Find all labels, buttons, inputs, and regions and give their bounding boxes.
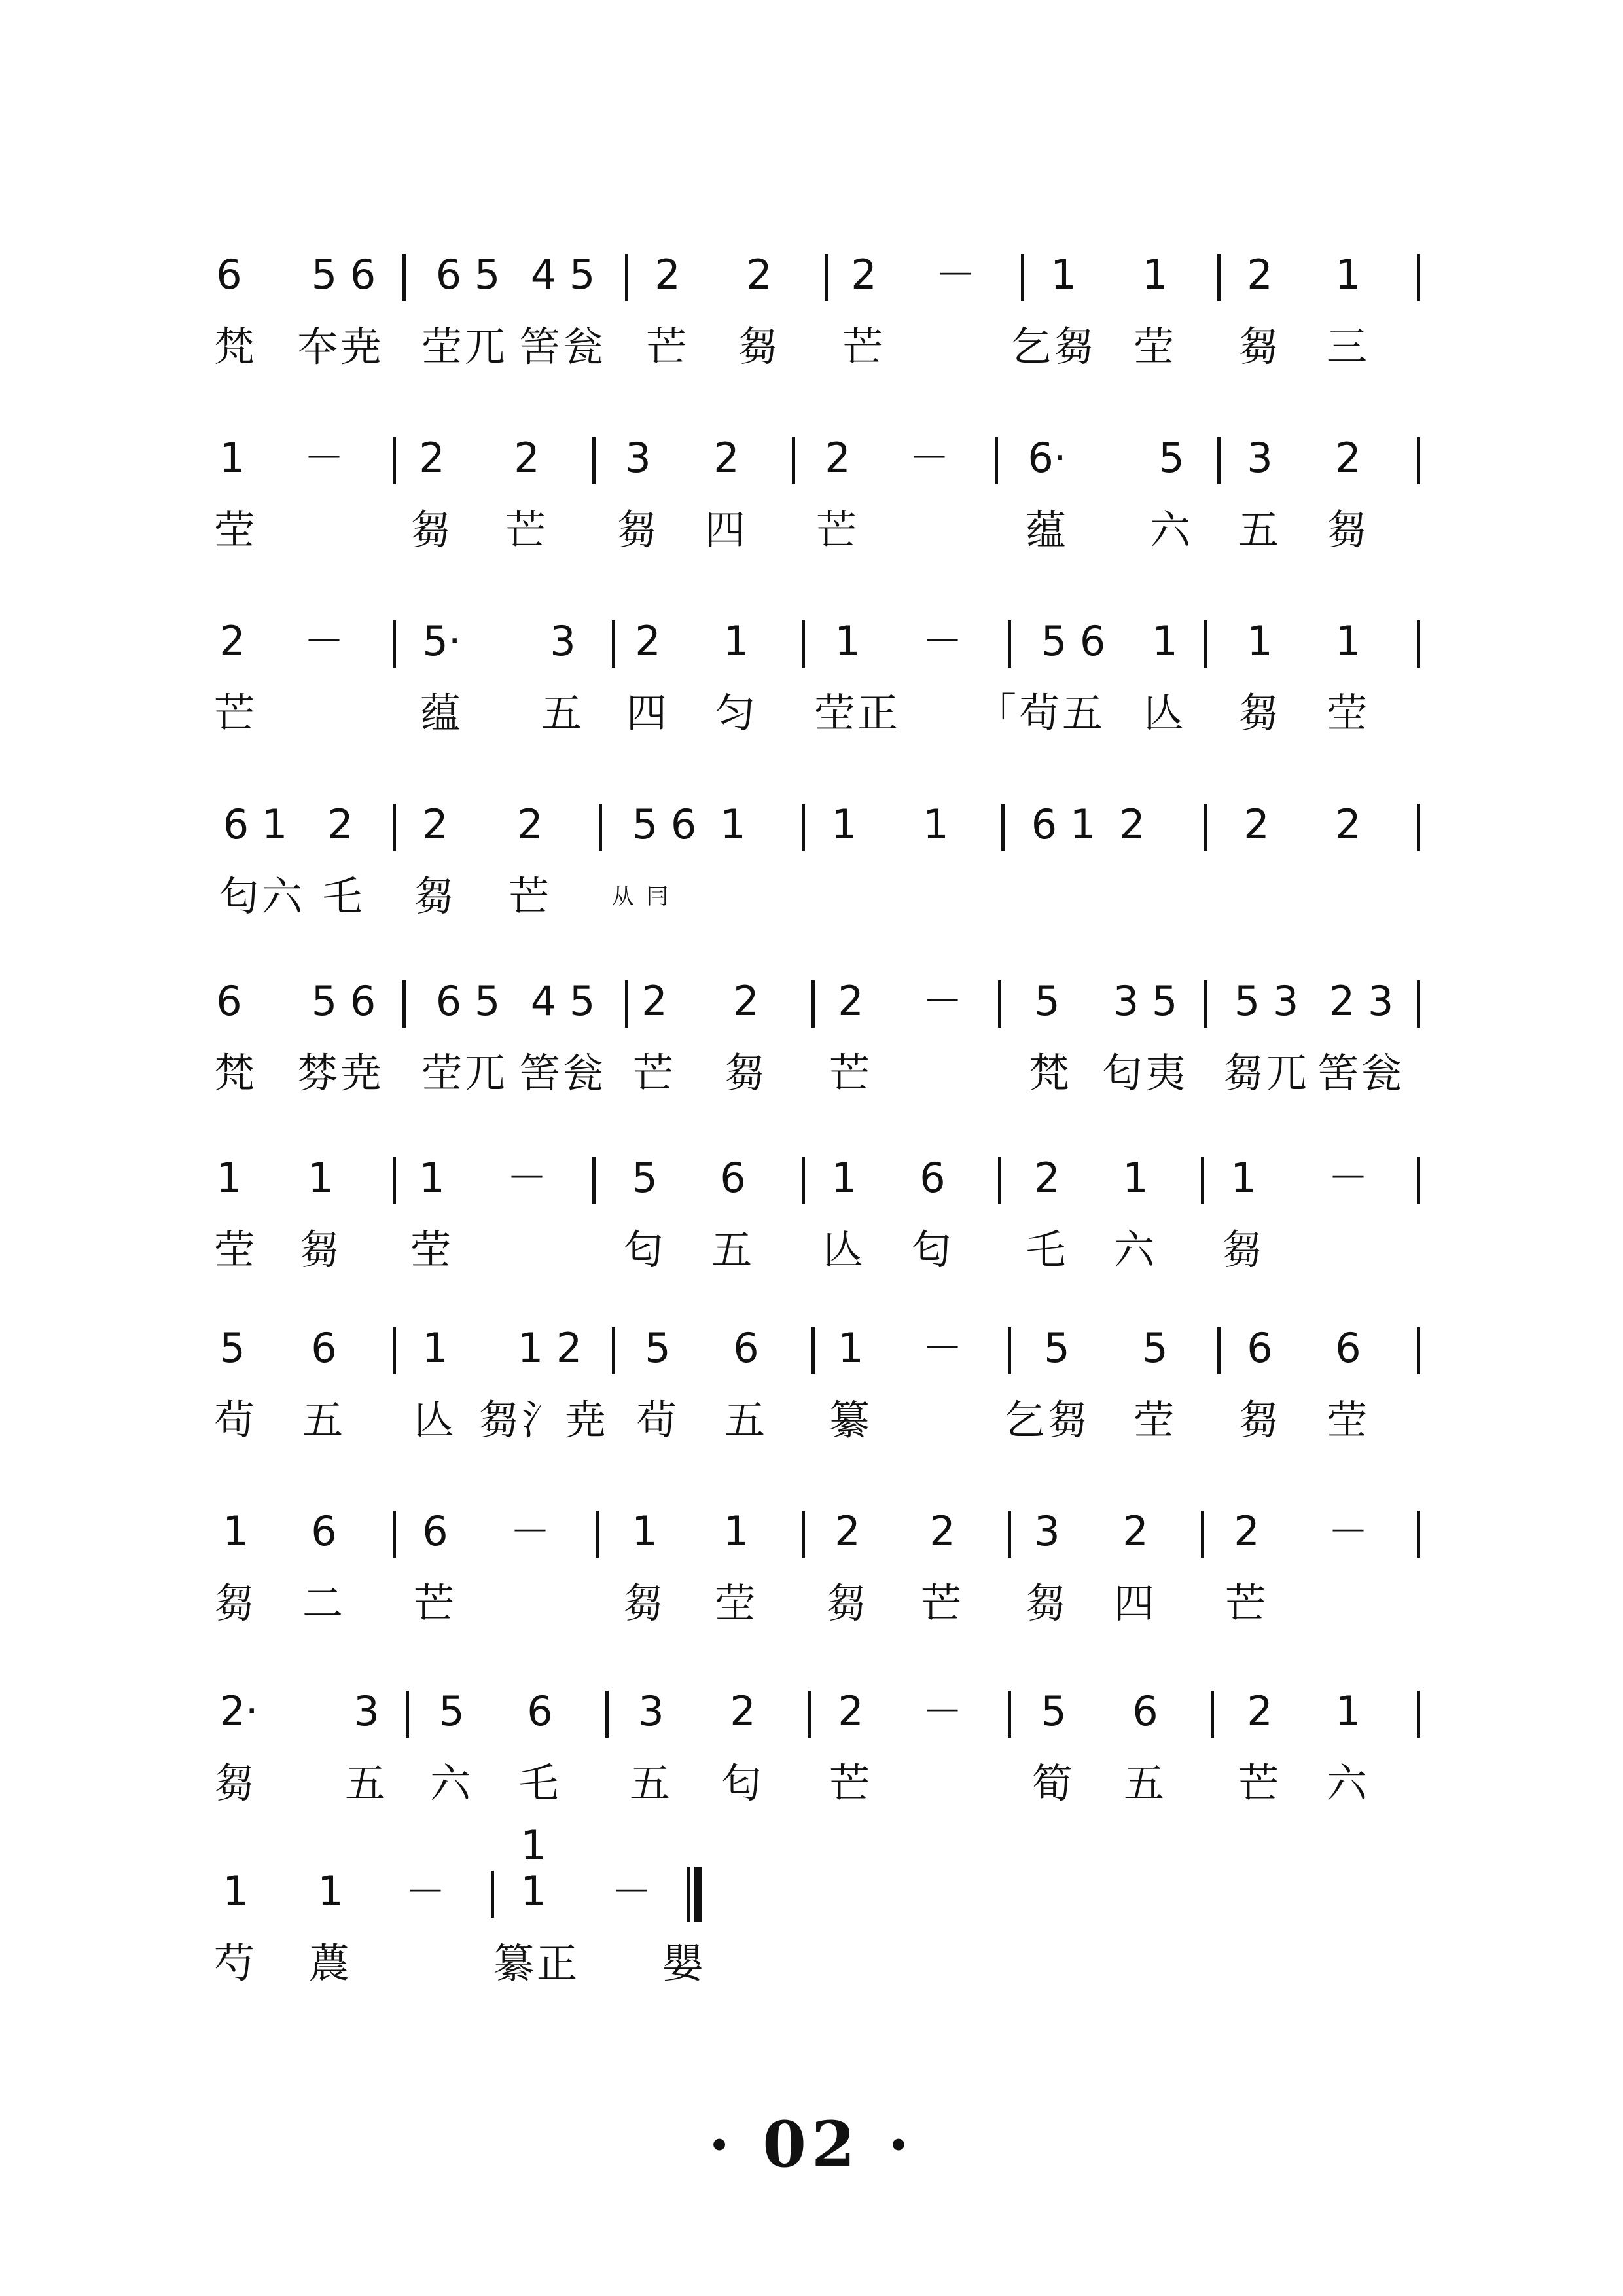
lyric-syllable: 芒 [829, 1049, 873, 1097]
lyric-syllable: 芻 [1221, 1226, 1266, 1274]
lyrics-line [0, 497, 1623, 563]
bar-line [1417, 620, 1420, 668]
notes-line [0, 962, 1623, 1041]
lyric-syllable: 梵 [1028, 1049, 1073, 1097]
lyric-syllable: 茔兀 [421, 323, 508, 370]
lyric-syllable: 五 [1238, 506, 1282, 554]
note: 1 [838, 1324, 864, 1372]
page-number: · 02 · [708, 2108, 915, 2181]
lyric-syllable: 芒 [505, 506, 549, 554]
note: 6 [733, 1324, 759, 1372]
note: 5 [1044, 1324, 1070, 1372]
notes-line [0, 1821, 1623, 1931]
lyric-syllable: 芒 [815, 506, 860, 554]
lyric-syllable: 茔 [1133, 1396, 1177, 1444]
lyric-syllable: 六 [429, 1759, 474, 1807]
lyrics-line [0, 681, 1623, 746]
lyric-syllable: 芻 [1025, 1579, 1069, 1627]
note: 1 [720, 800, 746, 848]
bar-line [998, 980, 1001, 1028]
lyric-syllable: 茔 [213, 506, 258, 554]
bar-line [596, 1511, 599, 1558]
lyric-syllable: 芻 [825, 1579, 870, 1627]
lyric-syllable: 芻兀 [1222, 1049, 1310, 1097]
bar-line [812, 980, 815, 1028]
bar-line [1204, 804, 1207, 851]
lyrics-line [0, 1041, 1623, 1106]
note: 1 [1247, 617, 1273, 665]
lyric-syllable: 「茍五 [975, 689, 1106, 737]
lyric-syllable: 匀 [714, 689, 758, 737]
bar-line [1001, 804, 1005, 851]
lyric-syllable: 棼尭 [296, 1049, 384, 1097]
bar-line [1417, 1691, 1420, 1738]
note: 1 [317, 1867, 344, 1915]
note: 5 6 [311, 251, 376, 298]
notes-line [0, 602, 1623, 681]
bar-line [1417, 1327, 1420, 1374]
lyric-syllable: 六 [1113, 1226, 1158, 1274]
lyric-syllable: 茔 [410, 1226, 454, 1274]
lyric-syllable: 乇 [1025, 1226, 1069, 1274]
bar-line [1417, 980, 1420, 1028]
lyric-syllable: 五 [344, 1759, 389, 1807]
note: 1 2 [517, 1324, 582, 1372]
notes-line [0, 1492, 1623, 1571]
bar-line [393, 437, 396, 484]
note: 3 [550, 617, 576, 665]
lyric-syllable: 茔 [213, 1226, 258, 1274]
note: 3 [625, 434, 651, 482]
lyric-syllable: 芻 [413, 872, 457, 920]
note: 2 [1247, 251, 1273, 298]
note: － [1327, 1507, 1369, 1555]
lyric-syllable: 芻 [213, 1759, 258, 1807]
notes-line [0, 1309, 1623, 1388]
lyric-syllable: 芻 [616, 506, 660, 554]
lyric-syllable: 茔兀 [421, 1049, 508, 1097]
lyric-syllable: 乞芻 [1003, 1396, 1091, 1444]
lyric-syllable: 六 [1326, 1759, 1370, 1807]
note: 2 [327, 800, 353, 848]
note: 2 [746, 251, 772, 298]
note: 2 [929, 1507, 955, 1555]
note: 1 [1050, 251, 1077, 298]
lyric-syllable: 芻 [737, 323, 781, 370]
note: 2 [1234, 1507, 1260, 1555]
note: 5 [1041, 1687, 1067, 1735]
lyrics-line [0, 1751, 1623, 1816]
note: 5 6 [1041, 617, 1106, 665]
lyric-syllable: 五 [1123, 1759, 1168, 1807]
note: 2 3 [1329, 977, 1394, 1025]
lyric-syllable: 蕴 [419, 689, 464, 737]
lyric-syllable: 芻 [1326, 506, 1370, 554]
note: － [921, 1687, 963, 1735]
lyric-syllable: 匂夷 [1101, 1049, 1189, 1097]
bar-line [1417, 804, 1420, 851]
note: 5 [438, 1687, 465, 1735]
note: － [921, 977, 963, 1025]
note: 3 [1034, 1507, 1060, 1555]
notes-line [0, 236, 1623, 314]
bar-line [1008, 1327, 1011, 1374]
notes-line [0, 419, 1623, 497]
bar-line [802, 1511, 805, 1558]
note: 2 [838, 977, 864, 1025]
lyrics-line [0, 314, 1623, 380]
bar-line [1201, 1157, 1204, 1204]
note: 2 [1119, 800, 1145, 848]
note: 6 [919, 1154, 946, 1202]
note: 2 [713, 434, 740, 482]
bar-line [812, 1327, 815, 1374]
bar-line [1008, 1691, 1011, 1738]
note: － [404, 1867, 446, 1915]
lyric-syllable: 亾 [413, 1396, 457, 1444]
note: 6 [216, 251, 242, 298]
bar-line [1204, 620, 1207, 668]
bar-line [1021, 254, 1024, 301]
note: 2 [654, 251, 681, 298]
lyric-syllable: 芻 [213, 1579, 258, 1627]
note: 6 1 [1031, 800, 1096, 848]
lyric-syllable: 四 [704, 506, 749, 554]
lyric-syllable: 乞芻 [1010, 323, 1097, 370]
note: 1 [723, 617, 749, 665]
lyric-syllable: 芍 [213, 1939, 258, 1987]
notes-line [0, 785, 1623, 864]
lyric-syllable: 匂 [721, 1759, 765, 1807]
lyric-syllable: 亾 [822, 1226, 866, 1274]
note: 1 [308, 1154, 334, 1202]
note: － [908, 434, 950, 482]
lyric-syllable: 芒 [842, 323, 886, 370]
lyric-syllable: 嬰 [662, 1939, 706, 1987]
lyric-syllable: 茍 [213, 1396, 258, 1444]
note: 2 [1335, 800, 1361, 848]
note: 5 [632, 1154, 658, 1202]
note: 2 [517, 800, 543, 848]
note: 5 [1142, 1324, 1168, 1372]
lyric-syllable: 六 [1149, 506, 1194, 554]
lyric-syllable: 亾 [1143, 689, 1187, 737]
lyric-syllable: 匂 [910, 1226, 955, 1274]
bar-line [998, 1157, 1001, 1204]
note: 2 [1335, 434, 1361, 482]
note: 1 [723, 1507, 749, 1555]
lyrics-line [0, 1571, 1623, 1636]
note: 1 [923, 800, 949, 848]
note: 6 [527, 1687, 553, 1735]
note: 1 [216, 1154, 242, 1202]
note: 2 [733, 977, 759, 1025]
note: 6 [311, 1507, 337, 1555]
note: 2 [1034, 1154, 1060, 1202]
bar-line [995, 437, 998, 484]
bar-line [625, 980, 628, 1028]
note: 2 [641, 977, 668, 1025]
bar-line [1008, 1511, 1011, 1558]
lyric-syllable: 蕽 [308, 1939, 353, 1987]
lyric-syllable: 芻 [622, 1579, 667, 1627]
note: 1 [831, 1154, 857, 1202]
lyric-syllable: 芻 [410, 506, 454, 554]
lyrics-line [0, 1388, 1623, 1453]
bar-line [612, 620, 615, 668]
note: 5 3 [1234, 977, 1299, 1025]
lyric-syllable: 芻 [1238, 689, 1282, 737]
lyric-syllable: 四 [626, 689, 670, 737]
note: 1 [1335, 1687, 1361, 1735]
note: 1 [219, 434, 245, 482]
note: 3 [353, 1687, 380, 1735]
note: 2 [838, 1687, 864, 1735]
lyric-syllable: 五 [302, 1396, 346, 1444]
note: 2 [730, 1687, 756, 1735]
bar-line [1217, 1327, 1221, 1374]
notes-line [0, 1139, 1623, 1217]
note: 4 5 [530, 251, 596, 298]
bar-line [1417, 437, 1420, 484]
note: － [921, 617, 963, 665]
note: 3 [1247, 434, 1273, 482]
lyrics-line [0, 1217, 1623, 1283]
lyric-syllable: 筈瓮 [519, 323, 607, 370]
lyric-syllable: 茔 [1326, 689, 1370, 737]
note: 2 [851, 251, 877, 298]
note: 6 [1132, 1687, 1158, 1735]
lyric-syllable: 芒 [829, 1759, 873, 1807]
note: 3 5 [1113, 977, 1178, 1025]
lyric-syllable: 纂 [829, 1396, 873, 1444]
lyrics-line [0, 864, 1623, 929]
lyric-syllable: 茔正 [813, 689, 901, 737]
lyric-syllable: 梵 [213, 323, 258, 370]
note: 6 [1247, 1324, 1273, 1372]
bar-line [592, 1157, 596, 1204]
bar-line [402, 254, 406, 301]
lyric-syllable: 茔 [714, 1579, 758, 1627]
lyric-syllable: 芻 [298, 1226, 343, 1274]
note: 6 [1335, 1324, 1361, 1372]
lyric-syllable: 五 [541, 689, 585, 737]
bar-line [1217, 254, 1221, 301]
note: 2 [514, 434, 540, 482]
note: 6 5 [435, 977, 501, 1025]
note: 1 [223, 1507, 249, 1555]
lyric-syllable: 五 [711, 1226, 755, 1274]
lyric-syllable: 芻 [1238, 1396, 1282, 1444]
lyric-syllable: 筍 [1031, 1759, 1076, 1807]
note: 2 [834, 1507, 861, 1555]
lyric-syllable: 纂正 [493, 1939, 580, 1987]
bar-line [1211, 1691, 1214, 1738]
note: 1 [422, 1324, 448, 1372]
bar-line [1204, 980, 1207, 1028]
bar-line [599, 804, 602, 851]
note: 5 [645, 1324, 671, 1372]
note: 1 [520, 1821, 546, 1869]
bar-line [802, 620, 805, 668]
note: 4 5 [530, 977, 596, 1025]
bar-line [1417, 254, 1420, 301]
bar-line [625, 254, 628, 301]
bar-line [592, 437, 596, 484]
note: 5 [1034, 977, 1060, 1025]
lyric-syllable: 茔 [1133, 323, 1177, 370]
note: 6 [720, 1154, 746, 1202]
bar-line [393, 1157, 396, 1204]
lyric-syllable: 四 [1113, 1579, 1158, 1627]
lyric-syllable: 芒 [1224, 1579, 1269, 1627]
note: － [1327, 1154, 1369, 1202]
note: － [921, 1324, 963, 1372]
lyric-syllable: 芒 [508, 872, 552, 920]
lyric-syllable: 梵 [213, 1049, 258, 1097]
note: 2 [419, 434, 445, 482]
note: 6 [311, 1324, 337, 1372]
bar-line [393, 804, 396, 851]
note: 1 [834, 617, 861, 665]
note: 3 [638, 1687, 664, 1735]
bar-line [792, 437, 795, 484]
lyric-syllable: 芻 [1238, 323, 1282, 370]
note: 1 [419, 1154, 445, 1202]
note: 5· [422, 617, 461, 665]
lyric-syllable: 乇 [321, 872, 366, 920]
note: 1 [520, 1867, 546, 1915]
bar-line [802, 804, 805, 851]
lyrics-line [0, 1931, 1623, 1996]
lyric-syllable: 芒 [1238, 1759, 1282, 1807]
bar-line [406, 1691, 409, 1738]
bar-line [808, 1691, 812, 1738]
note: 6 5 [435, 251, 501, 298]
notes-line [0, 1672, 1623, 1751]
note: 6 [216, 977, 242, 1025]
lyric-syllable: 五 [724, 1396, 768, 1444]
lyric-syllable: 筈瓮 [1317, 1049, 1405, 1097]
bar-line [402, 980, 406, 1028]
lyric-syllable: 芒 [645, 323, 690, 370]
note: 2 [422, 800, 448, 848]
note: 2 [1243, 800, 1270, 848]
bar-line [1217, 437, 1221, 484]
note: － [303, 434, 345, 482]
note: 1 [831, 800, 857, 848]
lyric-syllable: 乇 [518, 1759, 562, 1807]
lyric-syllable: 从 冃 [611, 884, 671, 910]
lyric-syllable: 芒 [213, 689, 258, 737]
lyric-syllable: 茍 [635, 1396, 680, 1444]
note: 2 [825, 434, 851, 482]
bar-line [393, 1327, 396, 1374]
bar-line [1417, 1157, 1420, 1204]
note: － [509, 1507, 551, 1555]
lyric-syllable: 二 [302, 1579, 346, 1627]
note: 6· [1027, 434, 1067, 482]
note: 1 [1335, 617, 1361, 665]
note: 1 [1230, 1154, 1257, 1202]
note: － [303, 617, 345, 665]
note: 5 6 [632, 800, 697, 848]
bar-line [393, 620, 396, 668]
note: 2 [1122, 1507, 1149, 1555]
note: 2 [635, 617, 661, 665]
bar-line [393, 1511, 396, 1558]
final-bar-line [687, 1867, 702, 1922]
lyric-syllable: 芻氵尭 [478, 1396, 609, 1444]
lyric-syllable: 芻 [724, 1049, 768, 1097]
bar-line [802, 1157, 805, 1204]
note: 5 [1158, 434, 1185, 482]
note: 6 1 [223, 800, 288, 848]
note: 2 [1247, 1687, 1273, 1735]
bar-line [491, 1871, 494, 1918]
note: 2 [219, 617, 245, 665]
lyric-syllable: 茔 [1326, 1396, 1370, 1444]
lyric-syllable: 芒 [920, 1579, 965, 1627]
note: 5 [219, 1324, 245, 1372]
bar-line [1201, 1511, 1204, 1558]
lyric-syllable: 蕴 [1025, 506, 1069, 554]
note: 1 [223, 1867, 249, 1915]
bar-line [825, 254, 828, 301]
note: － [611, 1867, 652, 1915]
lyric-syllable: 芒 [413, 1579, 457, 1627]
note: 2· [219, 1687, 259, 1735]
bar-line [605, 1691, 609, 1738]
note: 1 [1335, 251, 1361, 298]
lyric-syllable: 五 [629, 1759, 673, 1807]
bar-line [1008, 620, 1011, 668]
note: 1 [632, 1507, 658, 1555]
note: 1 [1142, 251, 1168, 298]
note: 5 6 [311, 977, 376, 1025]
lyric-syllable: 匂六 [218, 872, 306, 920]
note: 6 [422, 1507, 448, 1555]
note: 1 [1152, 617, 1178, 665]
note: － [935, 251, 976, 298]
note: － [506, 1154, 548, 1202]
lyric-syllable: 夲尭 [296, 323, 384, 370]
lyric-syllable: 三 [1326, 323, 1370, 370]
bar-line [1417, 1511, 1420, 1558]
lyric-syllable: 筈瓮 [519, 1049, 607, 1097]
note: 1 [1122, 1154, 1149, 1202]
lyric-syllable: 芒 [632, 1049, 677, 1097]
bar-line [612, 1327, 615, 1374]
lyric-syllable: 匂 [622, 1226, 667, 1274]
